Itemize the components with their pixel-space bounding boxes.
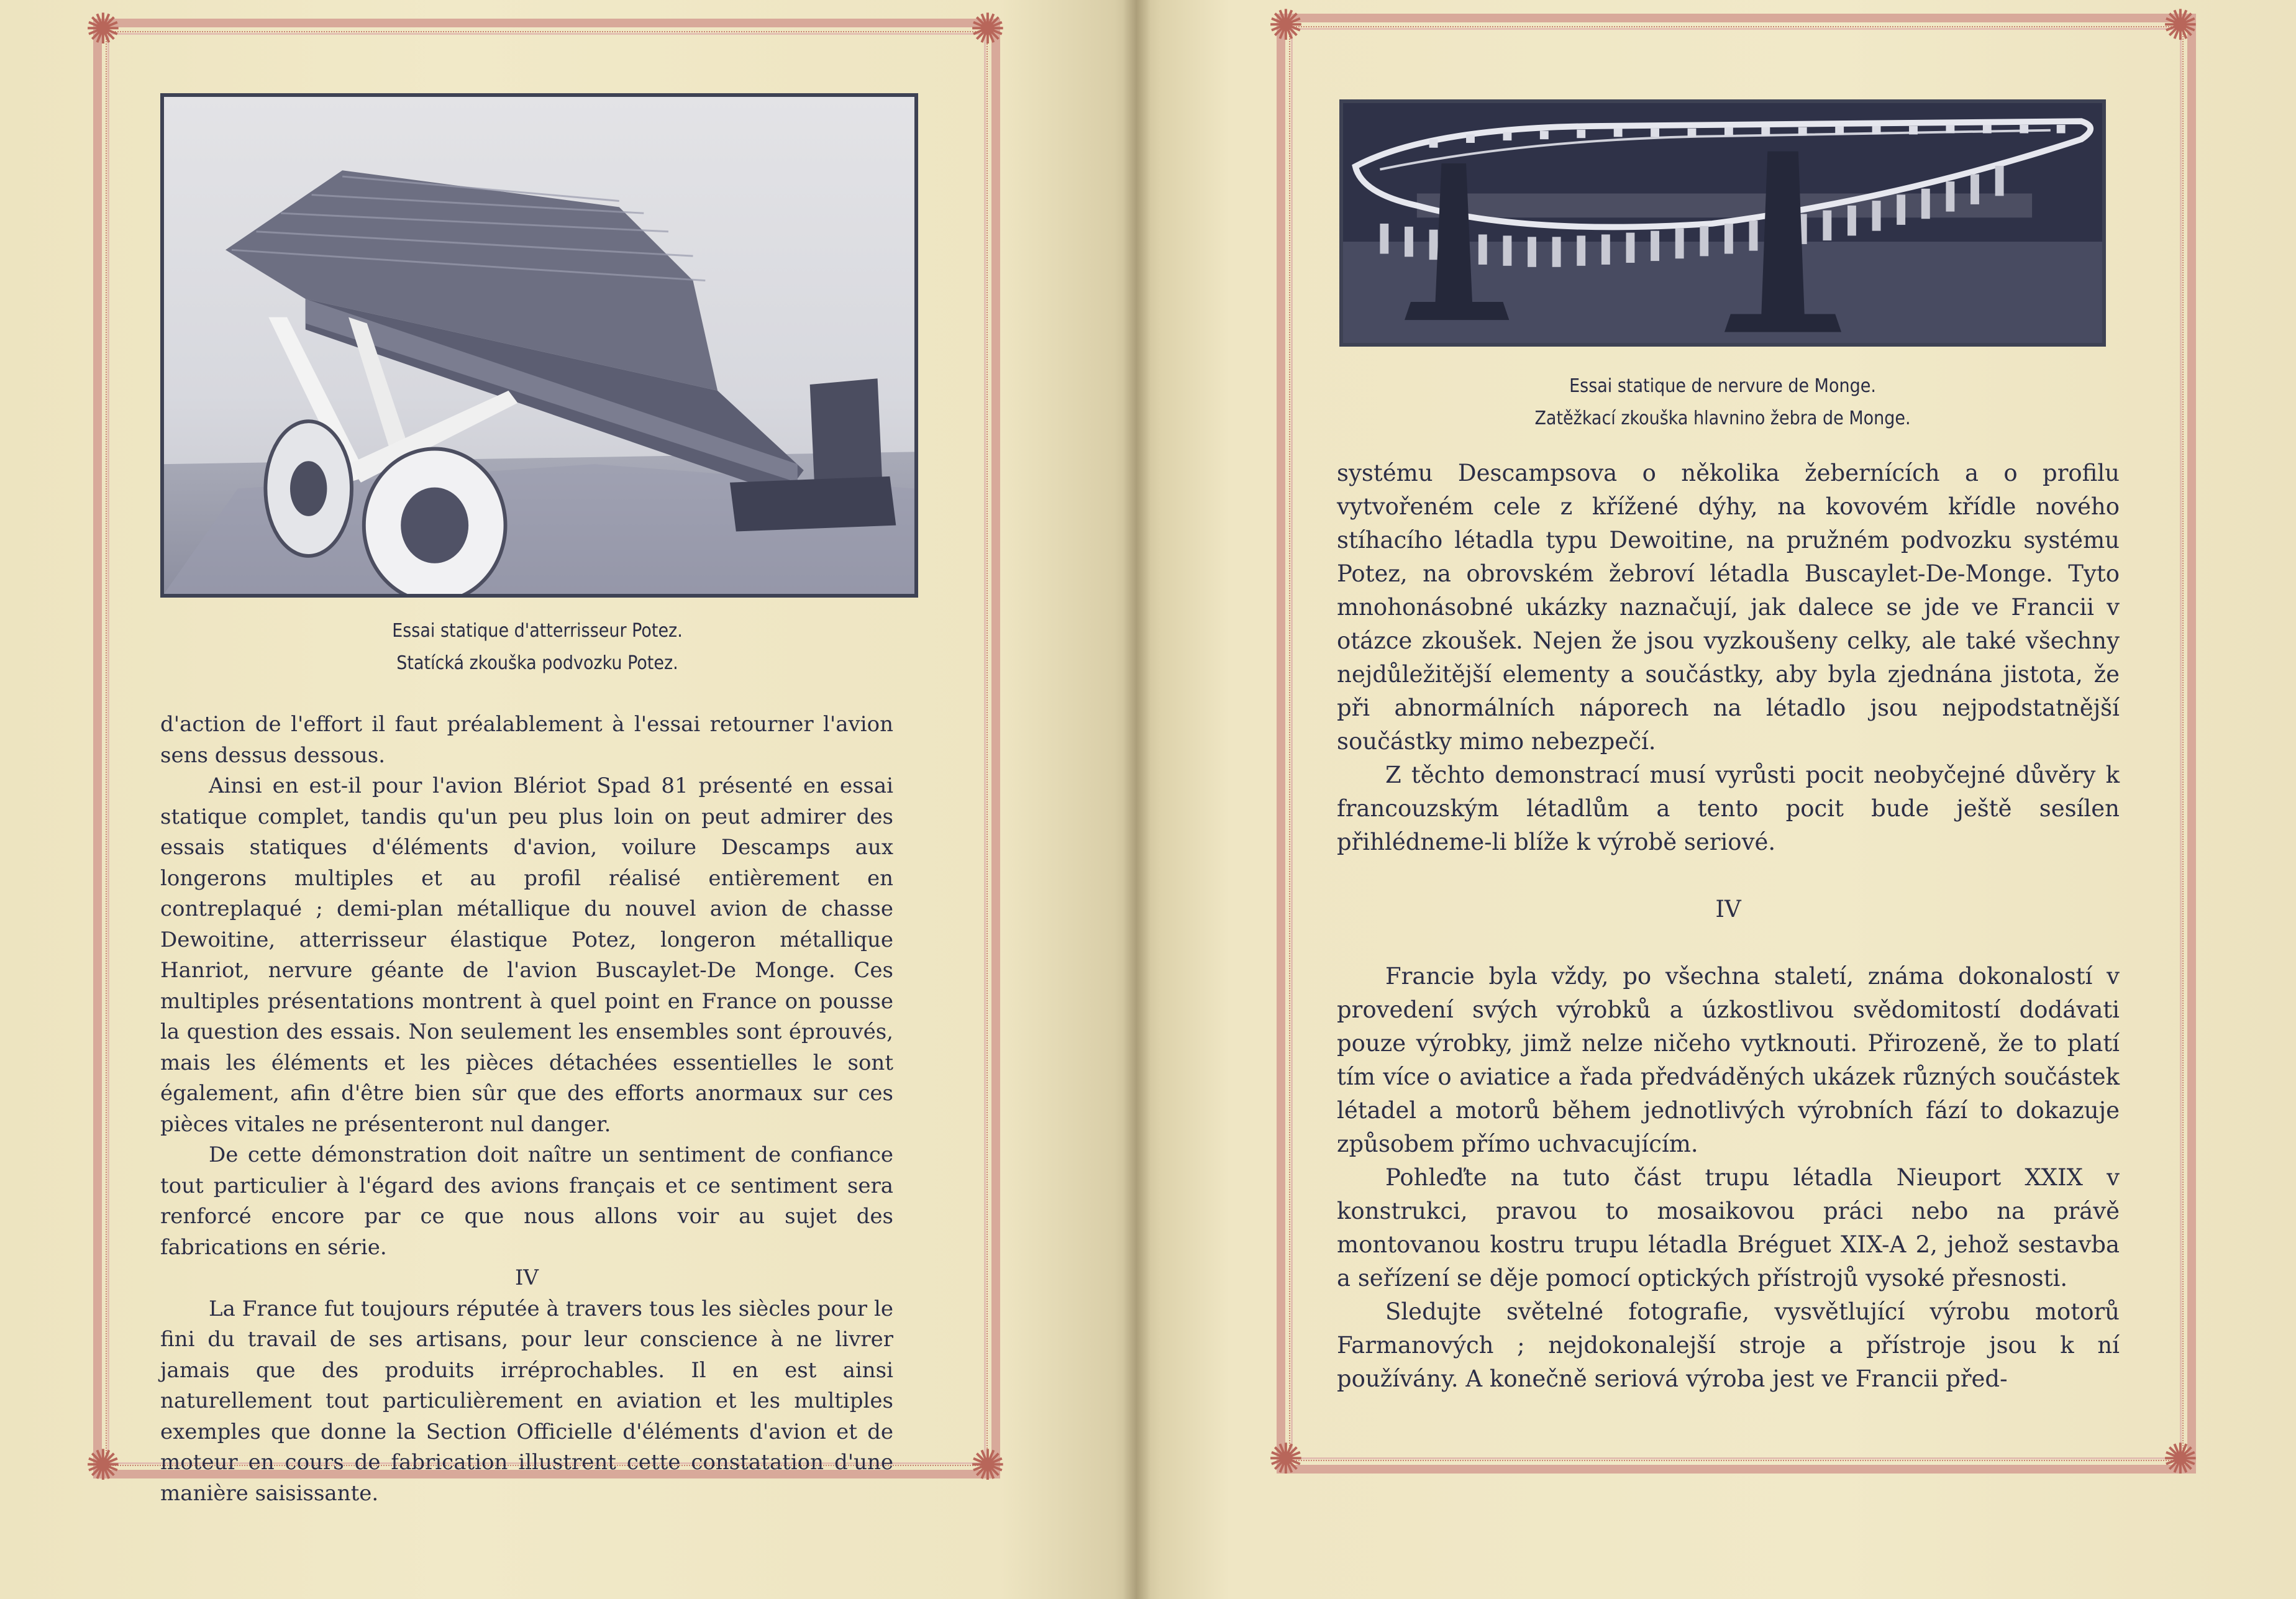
ornament-corner-icon: ✺ (2162, 1, 2198, 50)
landing-gear-illustration (164, 97, 914, 594)
ornament-corner-icon: ✺ (2162, 1435, 2198, 1484)
wing-rib-illustration (1343, 103, 2102, 343)
left-photo-caption (0, 615, 1075, 680)
ornament-corner-icon: ✺ (1268, 1435, 1304, 1484)
paragraph: La France fut toujours réputée à travers tous les siècles pour le fini du travail de ses artisans, pour leur conscience à ne livrer jamais que des produits irréprochables. Il en est ainsi naturellement tout particulièrement en aviation et les multiples exemples que donne la Section Officielle d'éléments d'avion et de moteur en cours de fabrication illustrent cette constatation d'une manière saisissante. (160, 1296, 893, 1506)
photo-landing-gear-test (160, 93, 918, 598)
caption-french: Essai statique d'atterrisseur Potez. (392, 620, 683, 642)
left-page (0, 0, 1137, 1599)
right-body-text (1337, 457, 2120, 1396)
section-number: IV (1715, 896, 1741, 922)
paragraph: Ainsi en est-il pour l'avion Blériot Spad 81 présenté en essai statique complet, tandis qu'un peu plus loin on peut admirer des essais statiques d'éléments d'avion, voilure Descamps aux longerons multiples et au profil réalisé entièrement en contreplaqué ; demi-plan métallique du nouvel avion de chasse Dewoitine, atterrisseur élastique Potez, longeron métallique Hanriot, nervure géante de l'avion Buscaylet-De Monge. Ces multiples présentations montrent à quel point en France on pousse la question des essais. Non seulement les ensembles sont éprouvés, mais les éléments et les pièces détachées essentielles le sont également, afin d'être bien sûr que des efforts anormaux sur ces pièces vitales ne présenteront nul danger. (160, 773, 893, 1137)
book-gutter (1123, 0, 1150, 1599)
right-page (1137, 0, 2296, 1599)
ornament-corner-icon: ✺ (1268, 1, 1304, 50)
caption-french: Essai statique de nervure de Monge. (1569, 375, 1876, 397)
paragraph: Pohleďte na tuto část trupu létadla Nieuport XXIX v konstrukci, pravou to mosaikovou práci nebo na právě montovanou kostru trupu létadla Bréguet XIX-A 2, jehož sestavba a seřízení se děje pomocí optických přístrojů vysoké přesnosti. (1337, 1164, 2120, 1292)
ornament-corner-icon: ✺ (970, 1441, 1006, 1490)
ornament-corner-icon: ✺ (85, 1441, 121, 1490)
ornament-corner-icon: ✺ (85, 5, 121, 54)
paragraph: Z těchto demonstrací musí vyrůsti pocit neobyčejné důvěry k francouzským létadlům a tento pocit bude ještě sesílen přihlédneme-li blíže k výrobě seriové. (1337, 762, 2120, 855)
caption-czech: Zatěžkací zkouška hlavnino žebra de Monge. (1534, 408, 1911, 429)
ornament-corner-icon: ✺ (970, 5, 1006, 54)
paragraph: systému Descampsova o několika žebernících a o profilu vytvořeném cele z křížené dýhy, na kovovém křídle nového stíhacího létadla typu Dewoitine, na pružném podvozku systému Potez, na obrovském žebroví létadla Buscaylet-De-Monge. Tyto mnohonásobné ukázky naznačují, jak dalece se jde ve Francii v otázce zkoušek. Nejen že jsou vyzkoušeny celky, ale také všechny nejdůležitější elementy a součástky, aby byla zjednána jistota, že při abnormálních náporech na létadlo jsou nejpodstatnější součástky mimo nebezpečí. (1337, 460, 2120, 755)
right-photo-caption (1137, 370, 2296, 435)
section-number: IV (515, 1265, 539, 1290)
photo-wing-rib-test (1339, 99, 2106, 347)
paragraph: Francie byla vždy, po všechna staletí, známa dokonalostí v provedení svých výrobků a úzkostlivou svědomitostí dodávati pouze výrobky, jimž nelze ničeho vytknouti. Přirozeně, že to platí tím více o aviatice a řada předváděných ukázek různých součástek létadel a motorů během jednotlivých výrobních fází to dokazuje způsobem přímo uchvacujícím. (1337, 963, 2120, 1157)
paragraph: d'action de l'effort il faut préalablement à l'essai retourner l'avion sens dessus dessous. (160, 712, 893, 768)
paragraph: Sledujte světelné fotografie, vysvětlující výrobu motorů Farmanových ; nejdokonalejší stroje a přístroje jsou k ní používány. A konečně seriová výroba jest ve Francii před- (1337, 1298, 2120, 1392)
caption-czech: Statícká zkouška podvozku Potez. (396, 652, 678, 674)
paragraph: De cette démonstration doit naître un sentiment de confiance tout particulier à l'égard des avions français et ce sentiment sera renforcé encore par ce que nous allons voir au sujet des fabrications en série. (160, 1142, 893, 1260)
left-body-text (160, 709, 893, 1509)
